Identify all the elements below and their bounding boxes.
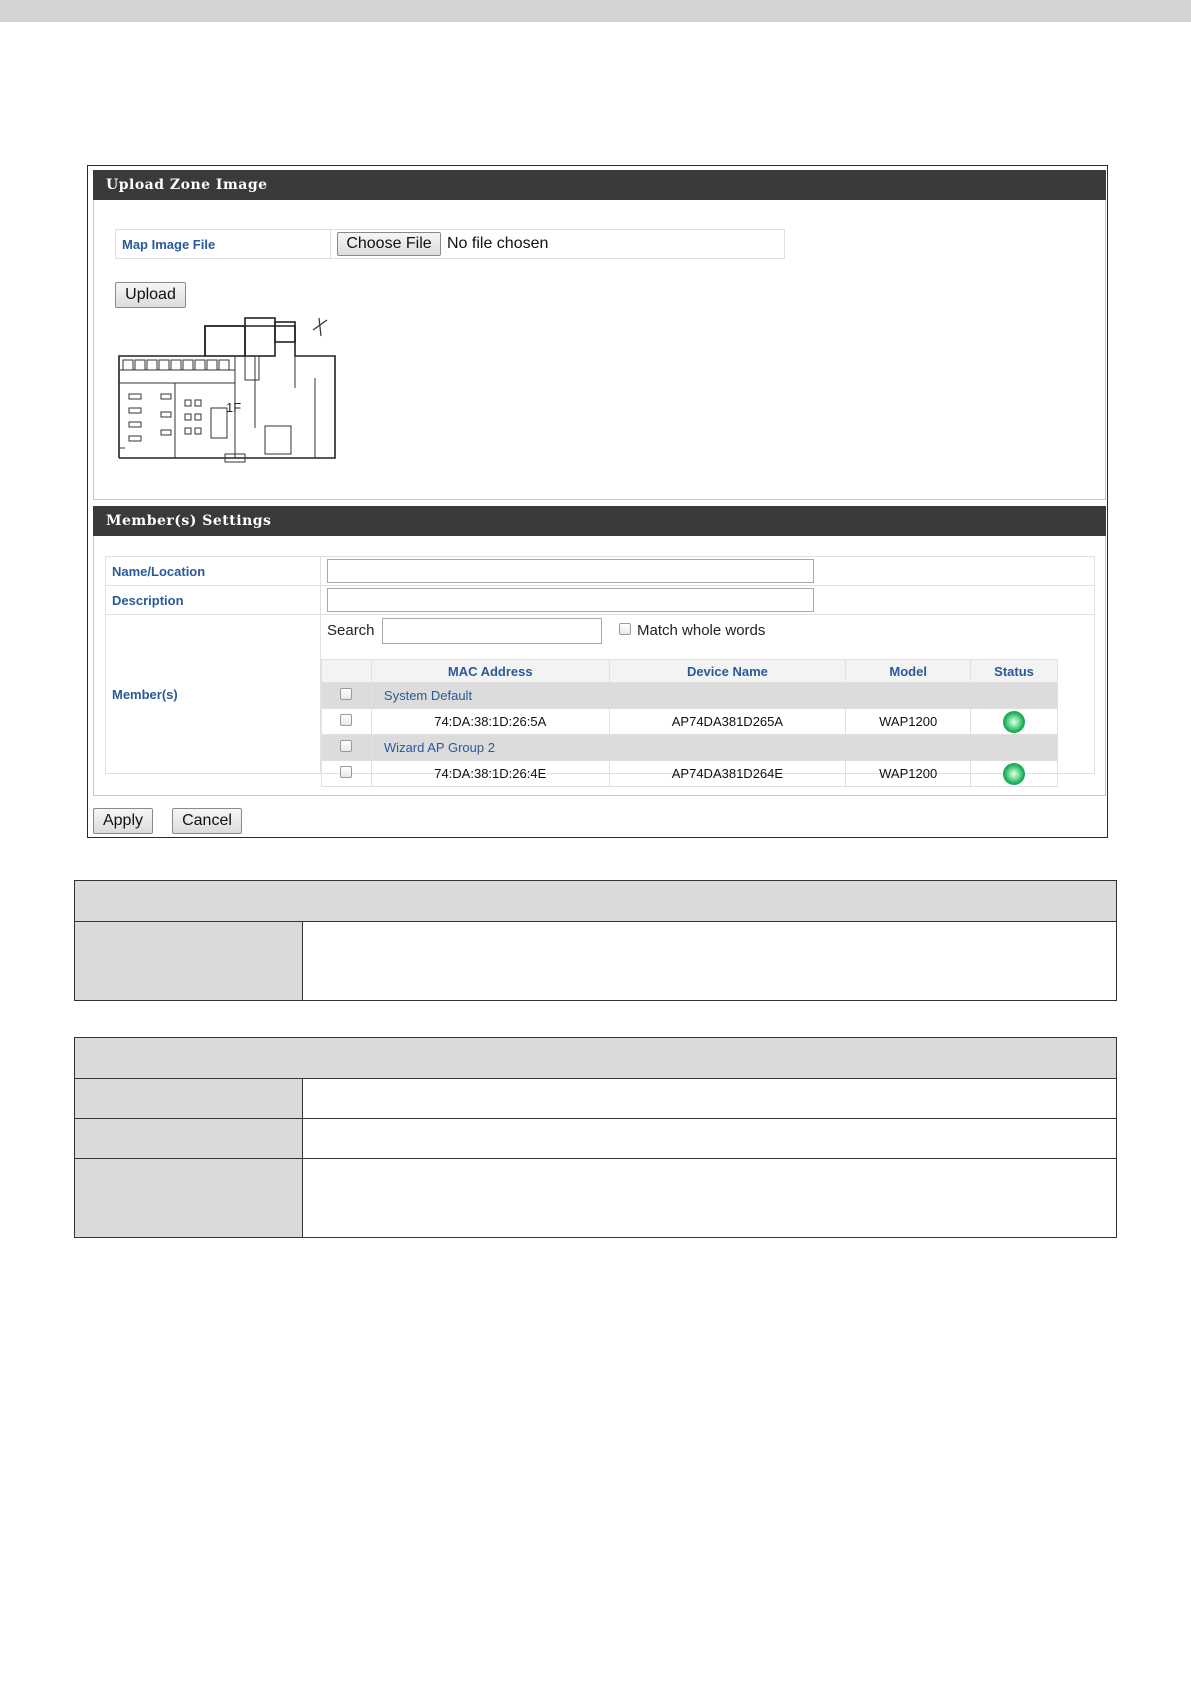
group-select-cell <box>322 683 372 709</box>
description-row <box>105 585 1095 615</box>
members-table-header <box>322 660 1058 683</box>
description-label: Description <box>106 586 321 614</box>
device-select-cell <box>322 709 372 735</box>
floor-label: 1F <box>226 400 242 415</box>
status-online-icon <box>1003 711 1025 733</box>
model-column-header: Model <box>846 660 971 683</box>
device-name-cell: AP74DA381D265A <box>609 709 846 735</box>
device-name-column-header: Device Name <box>609 660 846 683</box>
doc-table-2-label-cell-1 <box>75 1079 303 1119</box>
doc-table-2-value-cell-3 <box>303 1159 1117 1238</box>
device-model-cell: WAP1200 <box>846 709 971 735</box>
zone-edit-window <box>87 165 1108 838</box>
mac-address-column-header: MAC Address <box>371 660 609 683</box>
map-image-file-label: Map Image File <box>116 230 331 258</box>
device-mac-cell: 74:DA:38:1D:26:4E <box>371 761 609 787</box>
floor-plan-thumbnail <box>115 308 345 468</box>
doc-table-2-header <box>75 1038 1117 1079</box>
search-input[interactable] <box>382 618 602 644</box>
upload-zone-header <box>93 170 1106 200</box>
group-row-system-default[interactable] <box>322 683 1058 709</box>
device-select-cell <box>322 761 372 787</box>
doc-table-2-value-cell-2 <box>303 1119 1117 1159</box>
group-select-cell <box>322 735 372 761</box>
group-checkbox-system-default[interactable] <box>340 688 352 700</box>
device-mac-cell: 74:DA:38:1D:26:5A <box>371 709 609 735</box>
select-column-header <box>322 660 372 683</box>
name-location-cell <box>321 557 1094 585</box>
table-row[interactable] <box>322 709 1058 735</box>
status-online-icon <box>1003 763 1025 785</box>
group-checkbox-wizard-ap-group-2[interactable] <box>340 740 352 752</box>
device-checkbox[interactable] <box>340 714 352 726</box>
search-label: Search <box>327 622 375 639</box>
file-input-cell <box>331 230 784 258</box>
name-location-row <box>105 556 1095 586</box>
members-table <box>321 659 1058 787</box>
doc-table-2-label-cell-3 <box>75 1159 303 1238</box>
table-row[interactable] <box>322 761 1058 787</box>
doc-table-2-value-cell-1 <box>303 1079 1117 1119</box>
match-whole-words-label: Match whole words <box>637 622 766 639</box>
device-model-cell: WAP1200 <box>846 761 971 787</box>
device-name-cell: AP74DA381D264E <box>609 761 846 787</box>
doc-table-1-label-cell <box>75 922 303 1001</box>
doc-table-1-value-cell <box>303 922 1117 1001</box>
page-top-bar <box>0 0 1191 22</box>
group-name-wizard-ap-group-2[interactable]: Wizard AP Group 2 <box>371 735 1057 761</box>
members-label: Member(s) <box>106 615 321 773</box>
device-status-cell <box>971 709 1058 735</box>
members-settings-header <box>93 506 1106 536</box>
doc-table-1 <box>74 880 1117 1001</box>
status-column-header: Status <box>971 660 1058 683</box>
description-cell <box>321 586 1094 614</box>
device-checkbox[interactable] <box>340 766 352 778</box>
group-name-system-default[interactable]: System Default <box>371 683 1057 709</box>
cancel-button[interactable]: Cancel <box>172 808 242 834</box>
doc-table-2 <box>74 1037 1117 1238</box>
group-row-wizard-ap-group-2[interactable] <box>322 735 1058 761</box>
members-settings-title: Member(s) Settings <box>106 513 272 529</box>
doc-table-2-label-cell-2 <box>75 1119 303 1159</box>
device-status-cell <box>971 761 1058 787</box>
upload-zone-title: Upload Zone Image <box>106 177 268 193</box>
file-status-text: No file chosen <box>447 235 549 252</box>
upload-button[interactable]: Upload <box>115 282 186 308</box>
name-location-input[interactable] <box>327 559 814 583</box>
description-input[interactable] <box>327 588 814 612</box>
doc-table-1-header <box>75 881 1117 922</box>
match-whole-words-checkbox[interactable] <box>619 623 631 635</box>
name-location-label: Name/Location <box>106 557 321 585</box>
choose-file-button[interactable]: Choose File <box>337 232 441 256</box>
apply-button[interactable]: Apply <box>93 808 153 834</box>
map-image-file-row <box>115 229 785 259</box>
